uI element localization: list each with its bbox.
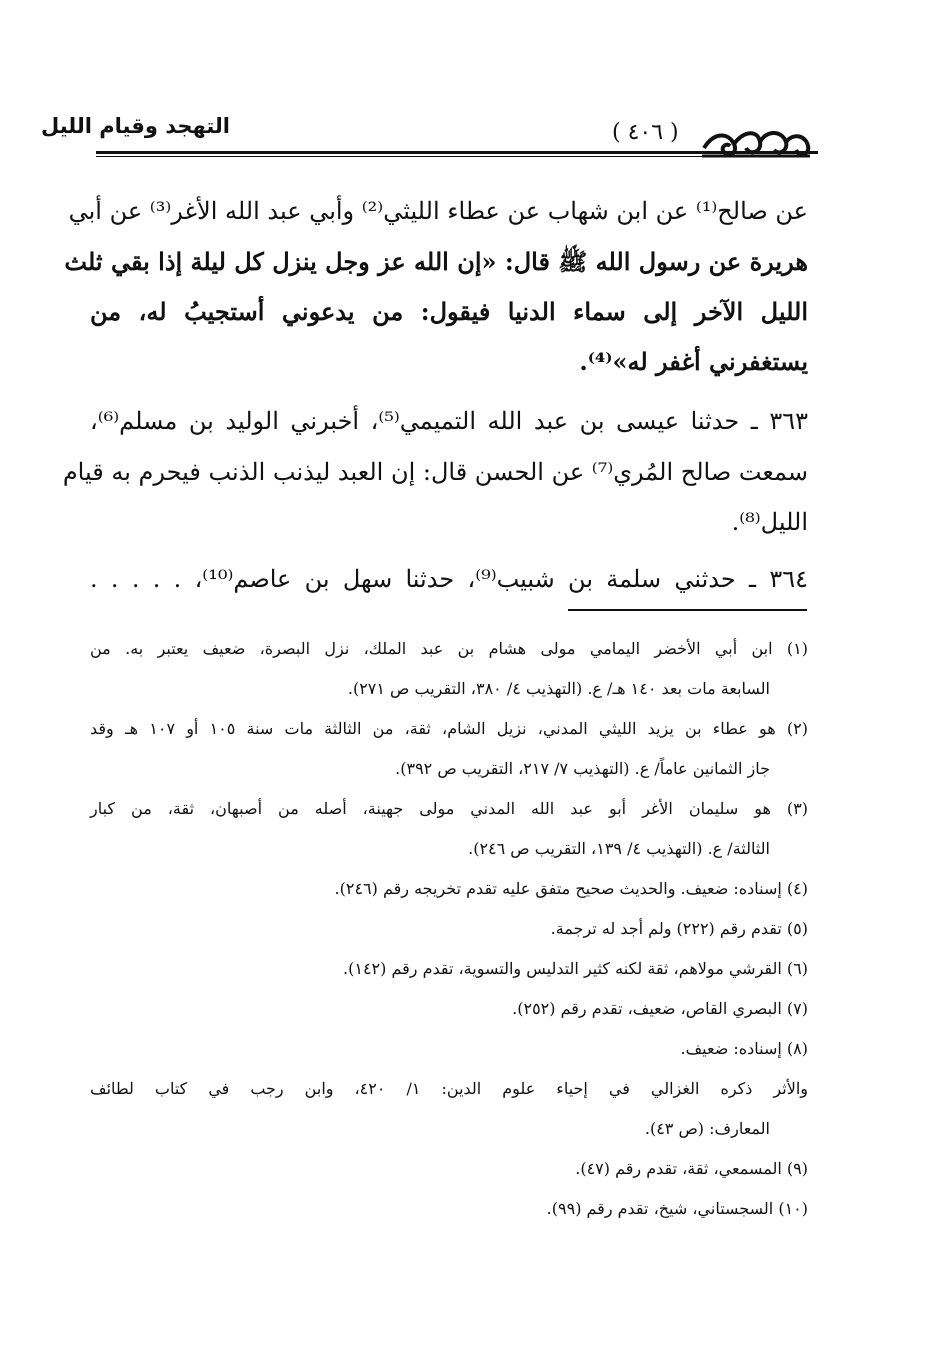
body-line-3: الليل الآخر إلى سماء الدنيا فيقول: من يدعوني أستجيبُ له، من [90, 297, 808, 326]
body-line-8: ٣٦٤ ـ حدثني سلمة بن شبيب⁽⁹⁾، حدثنا سهل بن عاصم⁽¹⁰⁾، . . . . . [90, 565, 809, 593]
page-number: ( ٤٠٦ ) [612, 120, 679, 145]
running-title: التهجد وقيام الليل [40, 114, 230, 138]
body-line-6: سمعت صالح المُري⁽⁷⁾ عن الحسن قال: إن العبد ليذنب الذنب فيحرم به قيام [62, 458, 808, 486]
body-line-1: عن صالح⁽¹⁾ عن ابن شهاب عن عطاء الليثي⁽²⁾ وأبي عبد الله الأغر⁽³⁾ عن أبي [68, 197, 808, 225]
footnote-8-note-cont: المعارف: (ص ٤٣). [644, 1119, 770, 1138]
footnote-8-note: والأثر ذكره الغزالي في إحياء علوم الدين: ١/ ٤٢٠، وابن رجب في كتاب لطائف [90, 1079, 808, 1098]
footnote-2: (٢) هو عطاء بن يزيد الليثي المدني، نزيل الشام، ثقة، من الثالثة مات سنة ١٠٥ أو ١٠٧ هـ وقد [90, 719, 808, 738]
body-line-5: ٣٦٣ ـ حدثنا عيسى بن عبد الله التميمي⁽⁵⁾، أخبرني الوليد بن مسلم⁽⁶⁾، [90, 407, 809, 435]
body-line-7: الليل⁽⁸⁾. [731, 508, 808, 536]
body-line-4: يستغفرني أغفر له»⁽⁴⁾. [579, 347, 808, 376]
footnote-8: (٨) إسناده: ضعيف. [680, 1039, 808, 1058]
footnote-1: (١) ابن أبي الأخضر اليمامي مولى هشام بن عبد الملك، نزل البصرة، ضعيف يعتبر به. من [90, 639, 808, 658]
body-line-2: هريرة عن رسول الله ﷺ قال: «إن الله عز وجل ينزل كل ليلة إذا بقي ثلث [64, 247, 808, 276]
footnote-5: (٥) تقدم رقم (٢٢٢) ولم أجد له ترجمة. [550, 919, 808, 938]
footnote-9: (٩) المسمعي، ثقة، تقدم رقم (٤٧). [575, 1159, 808, 1178]
footnote-2-cont: جاز الثمانين عاماً/ ع. (التهذيب ٧/ ٢١٧، التقريب ص ٣٩٢). [395, 759, 770, 778]
footnote-10: (١٠) السجستاني، شيخ، تقدم رقم (٩٩). [546, 1199, 808, 1218]
footnote-3-cont: الثالثة/ ع. (التهذيب ٤/ ١٣٩، التقريب ص ٢٤٦). [468, 839, 770, 858]
footnote-6: (٦) القرشي مولاهم، ثقة لكنه كثير التدليس والتسوية، تقدم رقم (١٤٢). [343, 959, 808, 978]
header-rule-thick [96, 151, 818, 154]
ornament-icon [700, 128, 812, 162]
footnote-7: (٧) البصري القاص، ضعيف، تقدم رقم (٢٥٢). [512, 999, 808, 1018]
footnote-3: (٣) هو سليمان الأغر أبو عبد الله المدني مولى جهينة، أصله من أصبهان، ثقة، من كبار [90, 799, 808, 818]
header-rule-thin [96, 156, 704, 157]
footnote-4: (٤) إسناده: ضعيف. والحديث صحيح متفق عليه تقدم تخريجه رقم (٢٤٦). [334, 879, 808, 898]
footnote-1-cont: السابعة مات بعد ١٤٠ هـ/ ع. (التهذيب ٤/ ٣٨٠، التقريب ص ٢٧١). [347, 679, 770, 698]
footnote-separator [568, 609, 807, 611]
